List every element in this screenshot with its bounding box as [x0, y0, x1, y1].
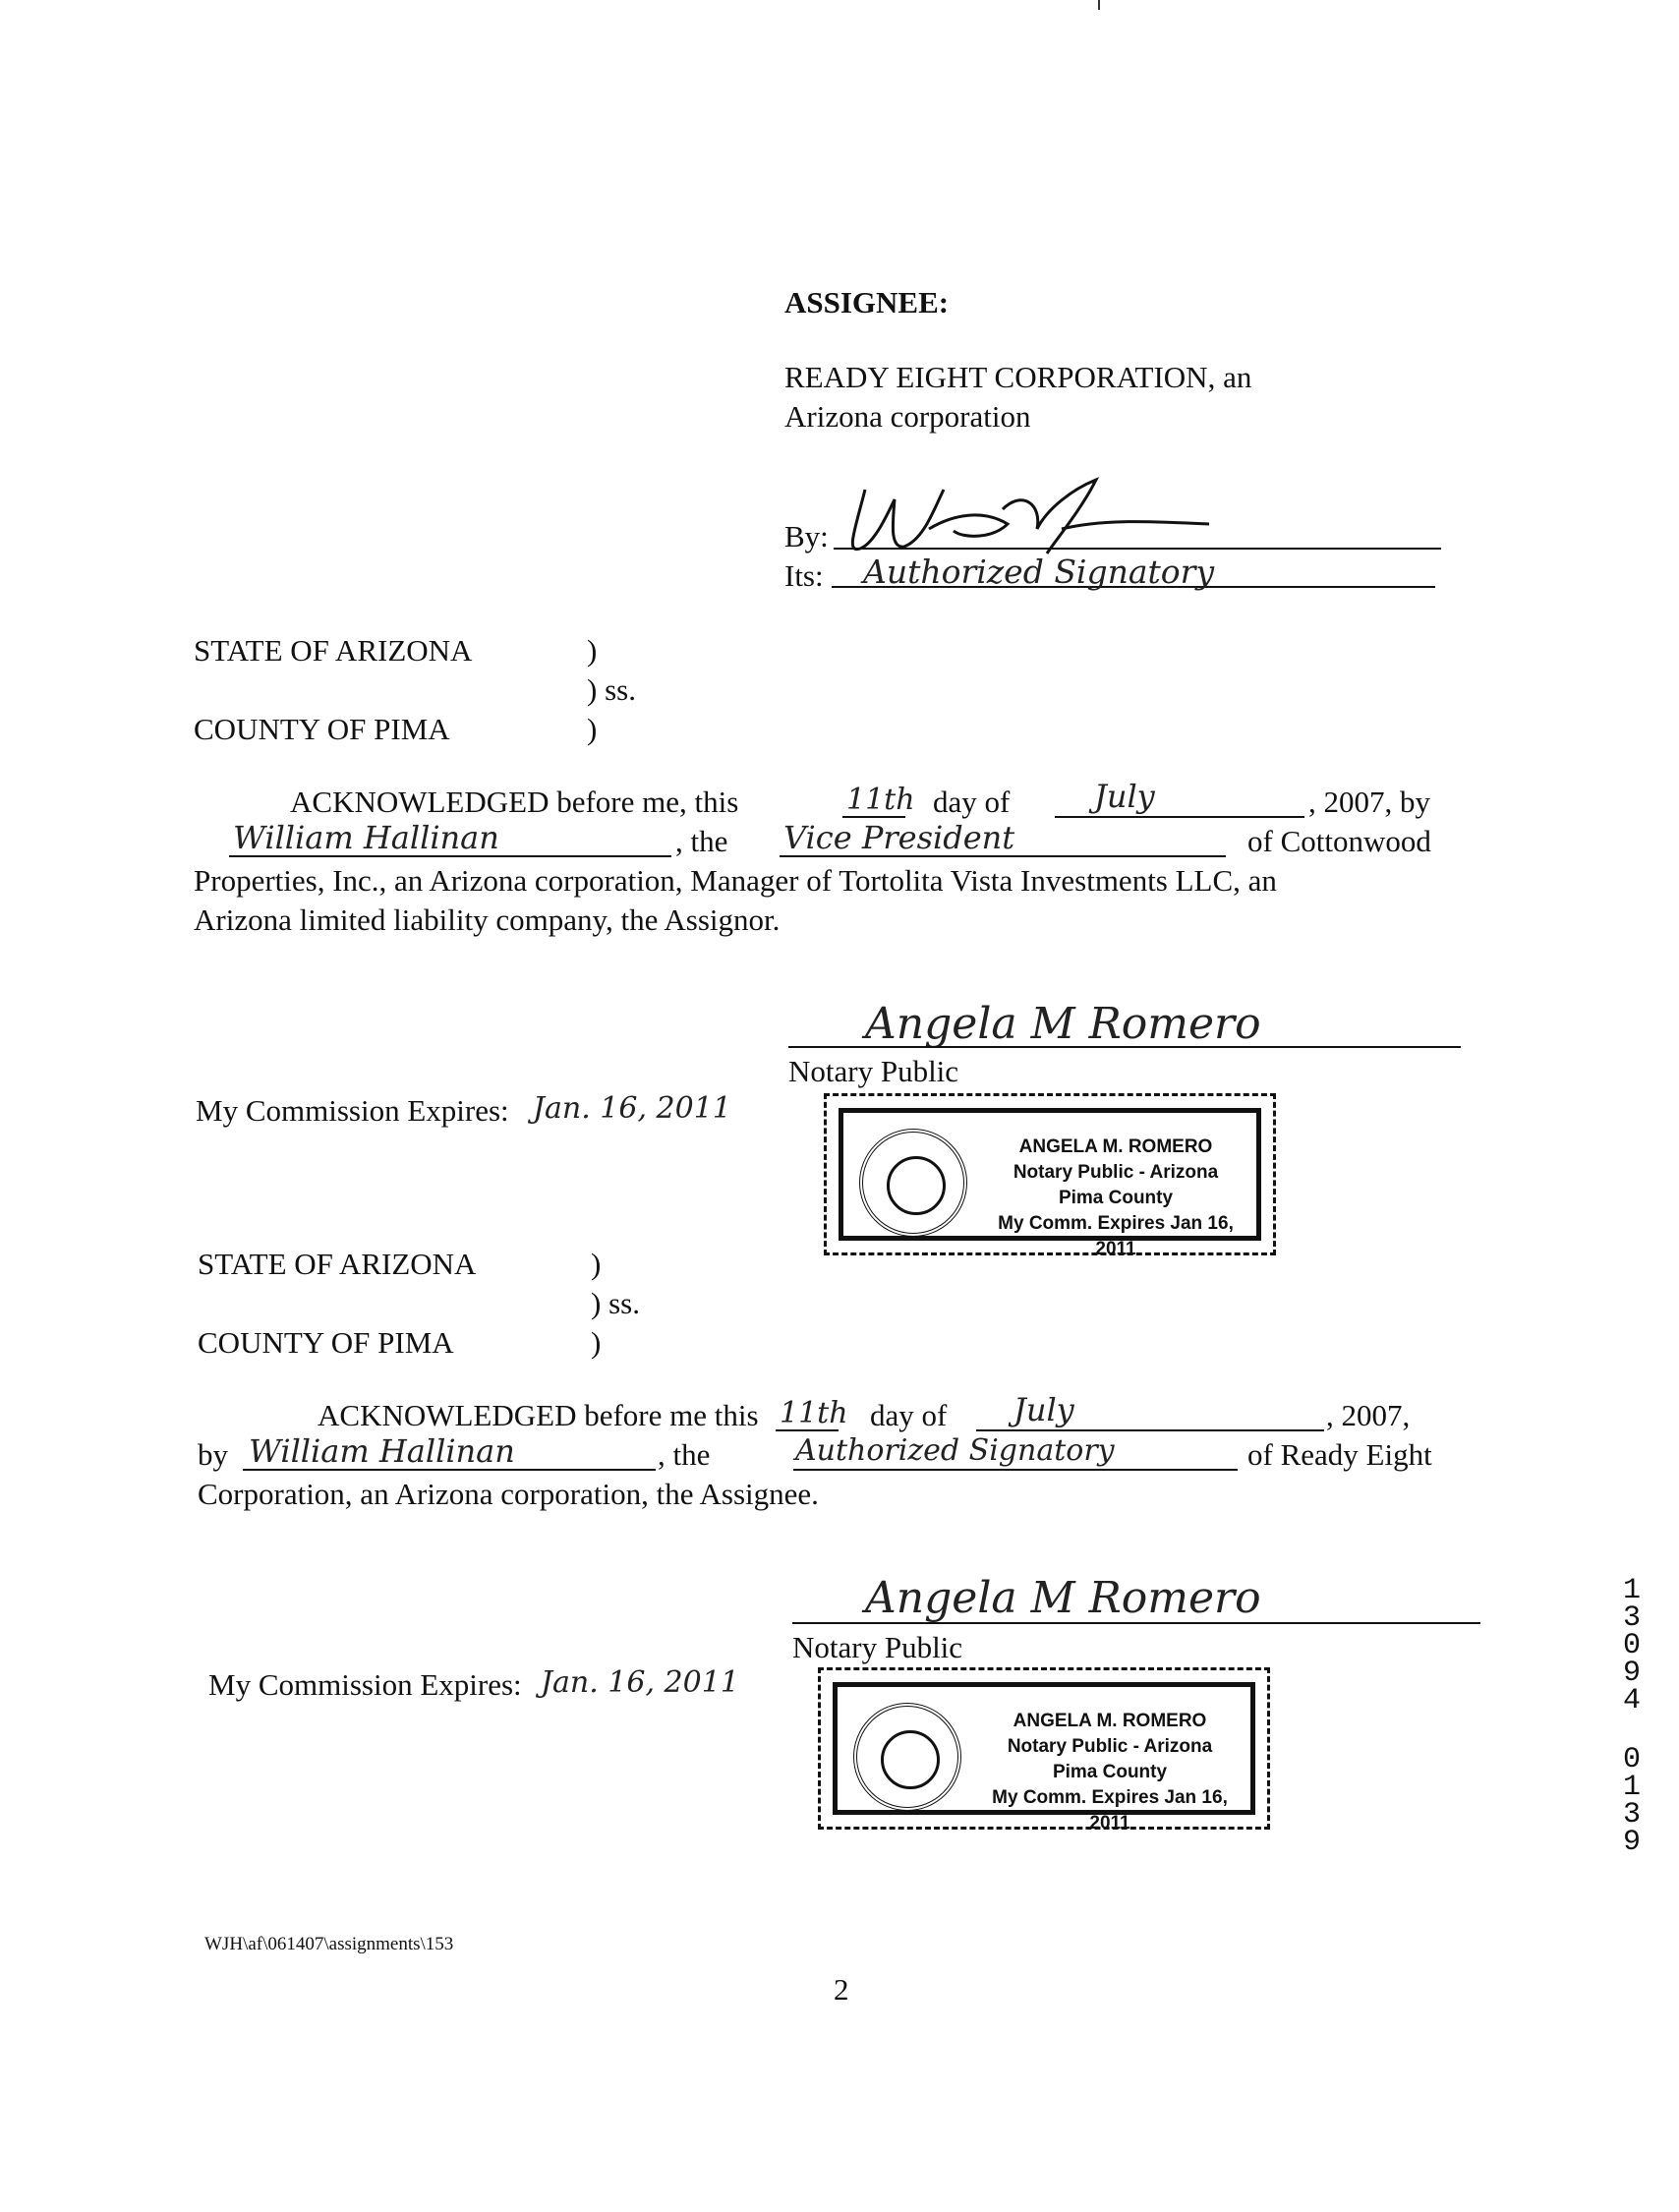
- ack2-line1: [198, 1391, 1480, 1435]
- assignee-company-line2: Arizona corporation: [784, 399, 1031, 434]
- venue2-paren1: ): [591, 1247, 602, 1281]
- venue2-county: COUNTY OF PIMA: [198, 1325, 454, 1360]
- ack2-title: Authorized Signatory: [795, 1433, 1115, 1468]
- recording-number-part2: [1620, 1743, 1644, 1859]
- assignee-heading: ASSIGNEE:: [784, 285, 950, 320]
- venue2-ss: ) ss.: [591, 1286, 640, 1320]
- rec-digit: 3: [1622, 1798, 1641, 1832]
- ack2-text-f: Corporation, an Arizona corporation, the Assignee.: [198, 1477, 819, 1511]
- notary2-seal: [818, 1667, 1270, 1834]
- seal1-name: ANGELA M. ROMERO: [1018, 1136, 1213, 1157]
- state-seal-icon: [853, 1703, 961, 1811]
- ack1-name: William Hallinan: [233, 819, 499, 856]
- by-label: By:: [784, 519, 829, 553]
- acknowledgment-2: [198, 1391, 1480, 1514]
- ack1-line3: [194, 861, 1476, 901]
- ack1-text-g: Arizona limited liability company, the Assignor.: [194, 902, 781, 937]
- ack2-text-d: , the: [658, 1437, 711, 1472]
- seal2-title: Notary Public - Arizona: [1007, 1736, 1213, 1757]
- venue1-state: STATE OF ARIZONA: [194, 633, 473, 668]
- ack2-text-a: ACKNOWLEDGED before me this: [318, 1398, 759, 1432]
- ack1-line2: [194, 819, 1476, 861]
- scan-mark: [1098, 0, 1100, 10]
- rec-digit: 1: [1622, 1771, 1641, 1804]
- ack2-line3: [198, 1475, 1480, 1514]
- ack2-by: by: [198, 1437, 228, 1472]
- ack1-text-f: Properties, Inc., an Arizona corporation, Manager of Tortolita Vista Investments LLC, an: [194, 863, 1277, 898]
- notary2-seal-text: [975, 1709, 1245, 1836]
- seal1-expires: My Comm. Expires Jan 16, 2011: [998, 1213, 1234, 1259]
- seal2-county: Pima County: [1052, 1762, 1168, 1782]
- venue1-paren2: ): [587, 712, 598, 746]
- notary1-seal: [824, 1093, 1276, 1259]
- rec-digit: 3: [1622, 1601, 1641, 1635]
- recording-number-part1: [1620, 1574, 1644, 1717]
- ack2-name: William Hallinan: [249, 1432, 515, 1470]
- notary1-signature-line: [788, 1046, 1461, 1048]
- its-label: Its:: [784, 558, 824, 593]
- ack1-title: Vice President: [783, 819, 1015, 856]
- venue2-paren2: ): [591, 1325, 602, 1360]
- rec-digit: 9: [1622, 1657, 1641, 1690]
- ack1-text-c: , 2007, by: [1308, 785, 1430, 819]
- notary1-commission-date: Jan. 16, 2011: [533, 1091, 731, 1126]
- ack2-text-c: , 2007,: [1326, 1398, 1411, 1432]
- notary2-seal-border: [833, 1682, 1255, 1834]
- notary2-label: Notary Public: [792, 1630, 963, 1664]
- rec-digit: 9: [1622, 1826, 1641, 1859]
- ack1-month: July: [1094, 778, 1155, 815]
- ack1-text-b: day of: [933, 785, 1011, 819]
- rec-digit: 0: [1622, 1743, 1641, 1776]
- venue1-county: COUNTY OF PIMA: [194, 712, 450, 746]
- rec-digit: 1: [1622, 1574, 1641, 1607]
- state-seal-icon: [859, 1129, 967, 1237]
- venue1-paren1: ): [587, 633, 598, 668]
- ack2-text-b: day of: [870, 1398, 948, 1432]
- ack1-month-line: [1055, 816, 1304, 818]
- acknowledgment-1: [194, 778, 1476, 940]
- notary1-label: Notary Public: [788, 1054, 959, 1088]
- notary1-seal-border: [839, 1108, 1261, 1259]
- notary1-seal-text: [981, 1135, 1250, 1262]
- ack2-line2: [198, 1432, 1480, 1475]
- seal1-title: Notary Public - Arizona: [1013, 1162, 1219, 1183]
- notary1-commission-label: My Commission Expires:: [196, 1093, 509, 1128]
- ack2-day: 11th: [780, 1396, 848, 1430]
- seal2-expires: My Comm. Expires Jan 16, 2011: [992, 1787, 1228, 1834]
- rec-digit: 4: [1622, 1684, 1641, 1717]
- venue1-ss: ) ss.: [587, 672, 636, 707]
- notary2-signature-line: [792, 1622, 1480, 1624]
- ack1-text-e: of Cottonwood: [1247, 824, 1431, 858]
- venue2-state: STATE OF ARIZONA: [198, 1247, 477, 1281]
- notary1-signature: Angela M Romero: [865, 999, 1261, 1049]
- its-value: Authorized Signatory: [863, 553, 1215, 591]
- page-number: 2: [834, 1972, 849, 2007]
- ack2-text-e: of Ready Eight: [1247, 1437, 1432, 1472]
- ack1-day: 11th: [846, 783, 915, 817]
- ack1-line1: [194, 778, 1476, 822]
- notary2-signature: Angela M Romero: [865, 1573, 1261, 1623]
- seal2-name: ANGELA M. ROMERO: [1013, 1711, 1207, 1731]
- rec-digit: 0: [1622, 1629, 1641, 1662]
- file-reference: WJH\af\061407\assignments\153: [204, 1934, 454, 1954]
- ack1-line4: [194, 901, 1476, 940]
- notary2-commission-label: My Commission Expires:: [208, 1667, 522, 1702]
- ack1-text-a: ACKNOWLEDGED before me, this: [290, 785, 739, 819]
- ack2-month: July: [1013, 1391, 1074, 1428]
- seal1-county: Pima County: [1058, 1188, 1174, 1208]
- ack1-text-d: , the: [675, 824, 728, 858]
- assignee-company-line1: READY EIGHT CORPORATION, an: [784, 360, 1252, 394]
- notary2-commission-date: Jan. 16, 2011: [541, 1665, 739, 1700]
